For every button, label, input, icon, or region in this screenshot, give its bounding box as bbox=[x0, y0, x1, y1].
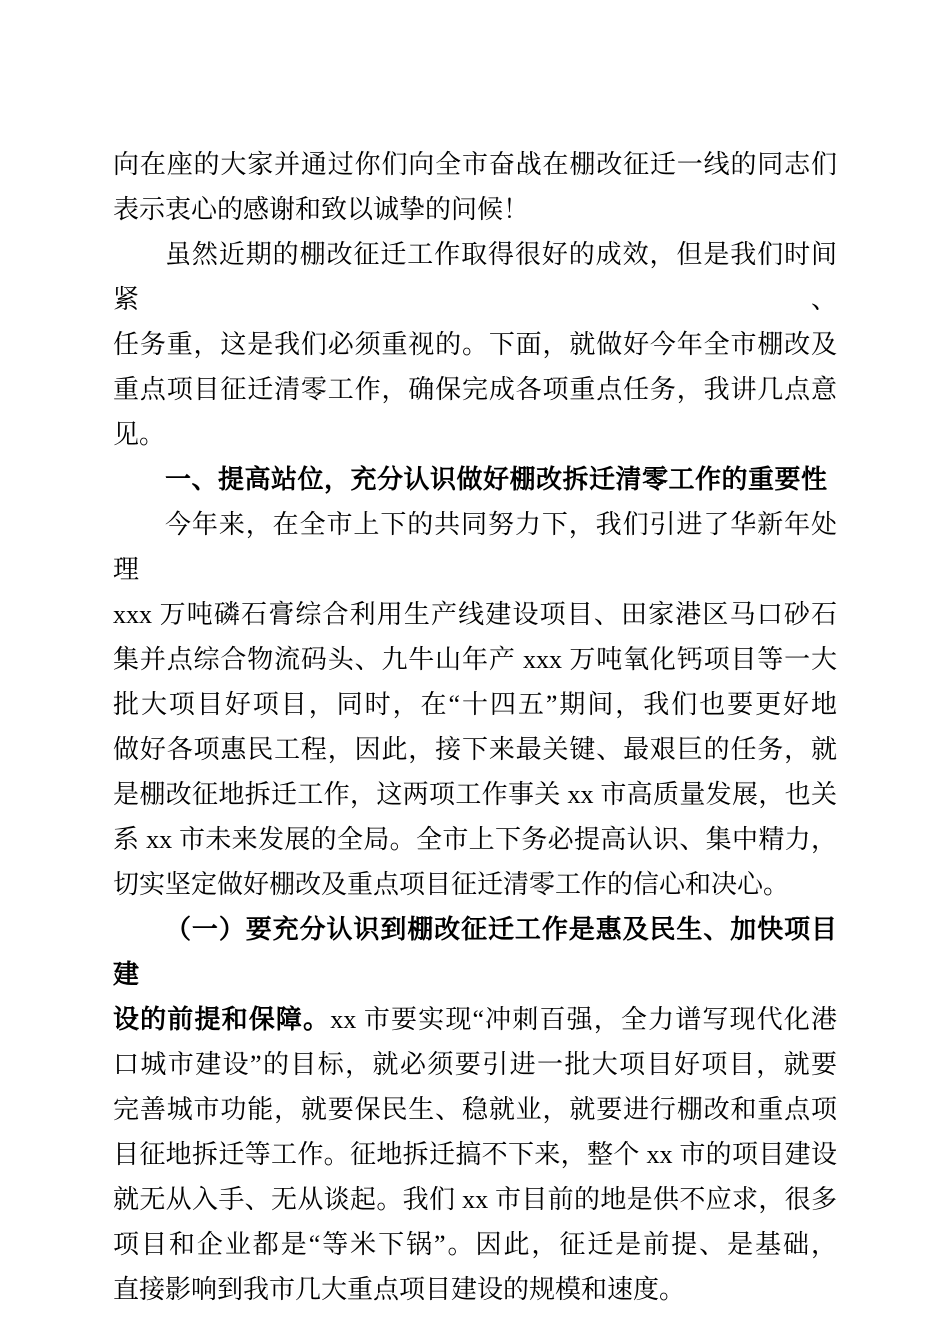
text-run: 完善城市功能，就要保民生、稳就业，就要进行棚改和重点项 bbox=[113, 1095, 837, 1124]
text-run: 系 xx 市未来发展的全局。全市上下务必提高认识、集中精力， bbox=[113, 825, 837, 854]
paragraph bbox=[113, 502, 837, 907]
text-run: xx 市要实现“冲刺百强，全力谱写现代化港 bbox=[330, 1005, 837, 1034]
text-run: 集并点综合物流码头、九牛山年产 xxx 万吨氧化钙项目等一大 bbox=[113, 645, 837, 674]
text-line bbox=[113, 1177, 837, 1222]
text-line bbox=[113, 457, 837, 502]
text-run: 就无从入手、无从谈起。我们 xx 市目前的地是供不应求，很多 bbox=[113, 1185, 837, 1214]
text-run: 批大项目好项目，同时，在“十四五”期间，我们也要更好地 bbox=[113, 690, 837, 719]
section-heading bbox=[113, 457, 837, 502]
text-run: 项目和企业都是“等米下锅”。因此，征迁是前提、是基础， bbox=[113, 1230, 837, 1259]
text-run: 见。 bbox=[113, 420, 166, 449]
text-run: 直接影响到我市几大重点项目建设的规模和速度。 bbox=[113, 1275, 686, 1304]
text-run: 今年来，在全市上下的共同努力下，我们引进了华新年处理 bbox=[113, 510, 837, 584]
text-run: 口城市建设”的目标，就必须要引进一批大项目好项目，就要 bbox=[113, 1050, 837, 1079]
text-line bbox=[113, 1042, 837, 1087]
text-line bbox=[113, 232, 837, 322]
text-line bbox=[113, 1222, 837, 1267]
text-line bbox=[113, 772, 837, 817]
text-line bbox=[113, 997, 837, 1042]
text-run: 任务重，这是我们必须重视的。下面，就做好今年全市棚改及 bbox=[113, 330, 837, 359]
text-line bbox=[113, 322, 837, 367]
text-run: 切实坚定做好棚改及重点项目征迁清零工作的信心和决心。 bbox=[113, 870, 790, 899]
text-line bbox=[113, 907, 837, 997]
text-run: 是棚改征地拆迁工作，这两项工作事关 xx 市高质量发展，也关 bbox=[113, 780, 837, 809]
text-line bbox=[113, 727, 837, 772]
text-run: 表示衷心的感谢和致以诚挚的问候！ bbox=[113, 195, 530, 224]
text-run: xxx 万吨磷石膏综合利用生产线建设项目、田家港区马口砂石 bbox=[113, 600, 837, 629]
text-line bbox=[113, 1087, 837, 1132]
text-line bbox=[113, 817, 837, 862]
paragraph bbox=[113, 142, 837, 232]
text-line bbox=[113, 862, 837, 907]
text-line bbox=[113, 1132, 837, 1177]
text-line bbox=[113, 187, 837, 232]
text-line bbox=[113, 682, 837, 727]
text-line bbox=[113, 502, 837, 592]
text-run: 做好各项惠民工程，因此，接下来最关键、最艰巨的任务，就 bbox=[113, 735, 837, 764]
text-line bbox=[113, 142, 837, 187]
text-run: 虽然近期的棚改征迁工作取得很好的成效，但是我们时间紧、 bbox=[113, 240, 837, 314]
text-run: 目征地拆迁等工作。征地拆迁搞不下来，整个 xx 市的项目建设 bbox=[113, 1140, 837, 1169]
text-line bbox=[113, 367, 837, 412]
text-line bbox=[113, 412, 837, 457]
bold-text-run: 一、提高站位，充分认识做好棚改拆迁清零工作的重要性 bbox=[165, 464, 828, 494]
document-text-block bbox=[113, 142, 837, 1312]
text-line bbox=[113, 1267, 837, 1312]
text-run: 向在座的大家并通过你们向全市奋战在棚改征迁一线的同志们 bbox=[113, 150, 837, 179]
text-line bbox=[113, 592, 837, 637]
text-run: 重点项目征迁清零工作，确保完成各项重点任务，我讲几点意 bbox=[113, 375, 837, 404]
paragraph bbox=[113, 232, 837, 457]
bold-text-run: 设的前提和保障。 bbox=[113, 1005, 331, 1034]
text-line bbox=[113, 637, 837, 682]
paragraph bbox=[113, 907, 837, 1312]
bold-text-run: （一）要充分认识到棚改征迁工作是惠及民生、加快项目建 bbox=[113, 915, 837, 989]
